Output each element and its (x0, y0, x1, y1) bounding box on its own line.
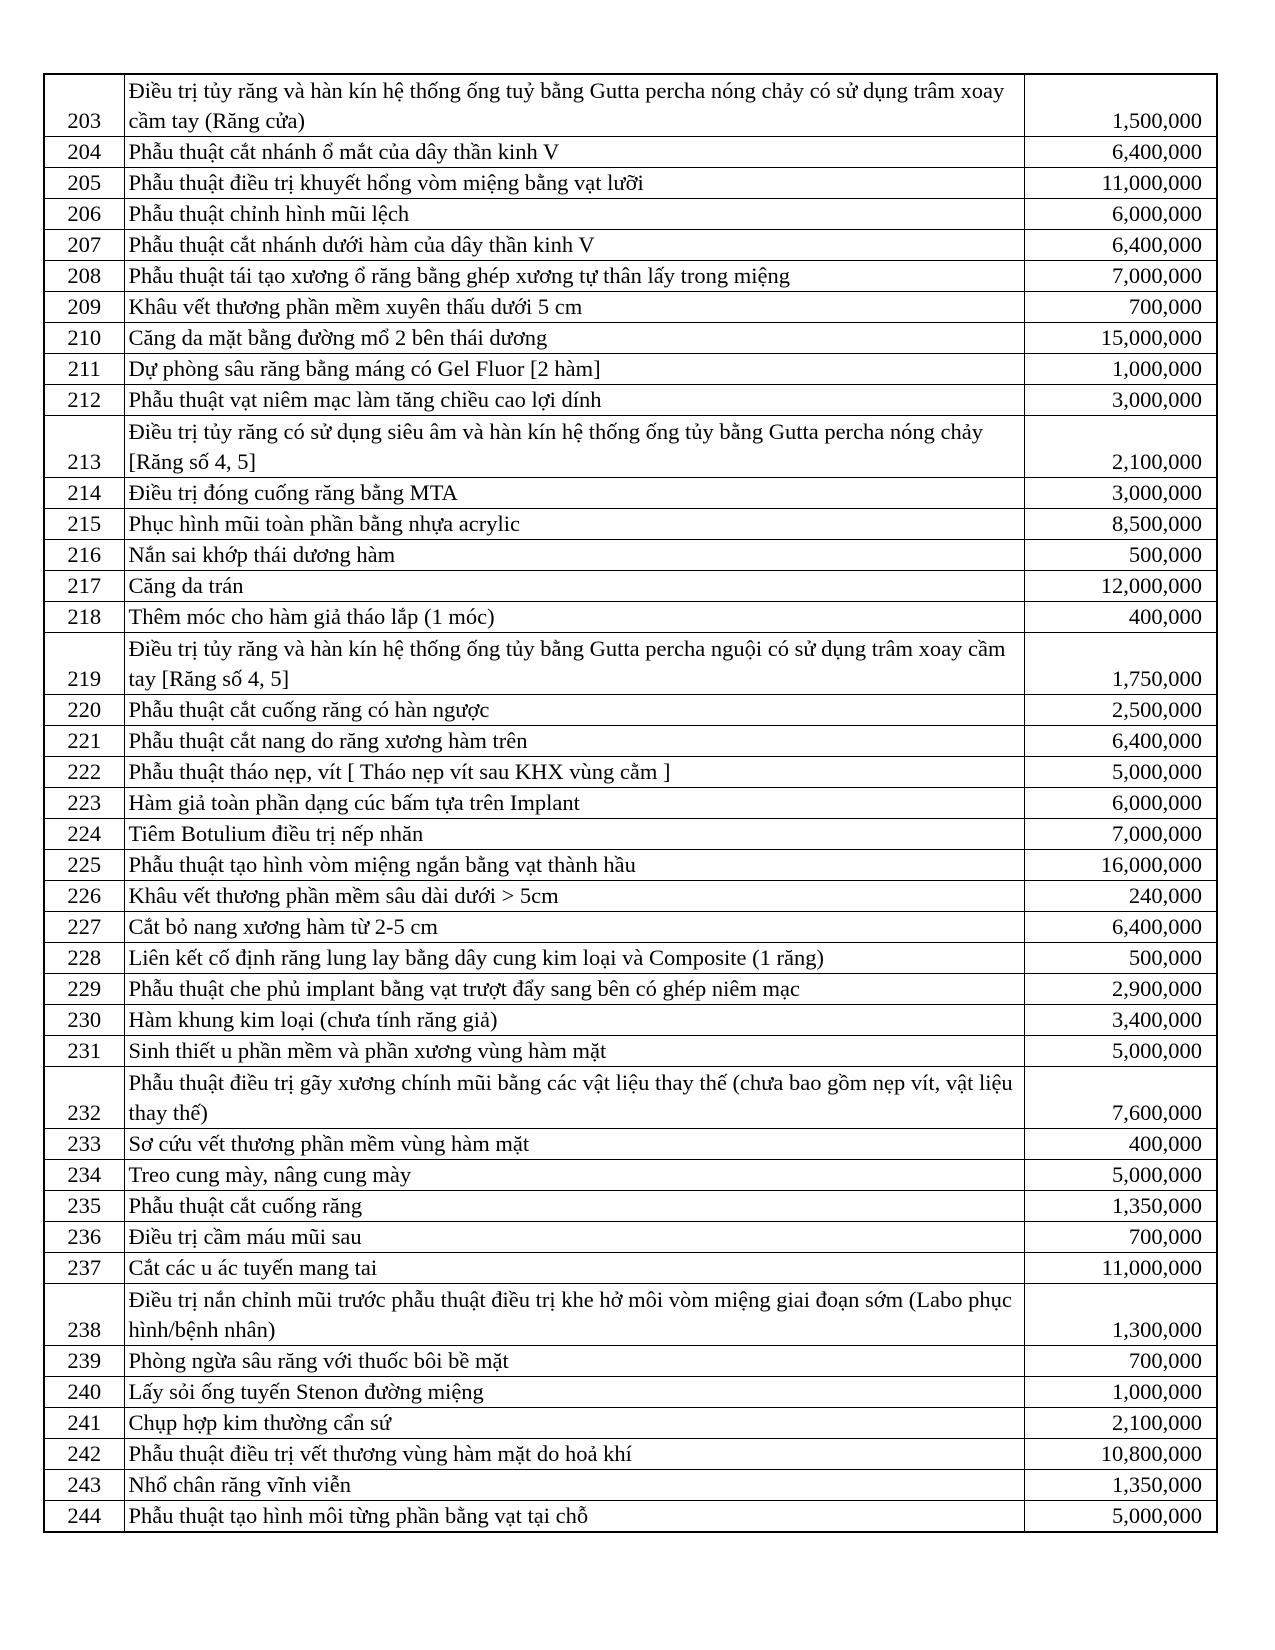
table-row (44, 912, 1217, 943)
price-cell: 6,400,000 (1024, 726, 1217, 757)
service-name-cell: Điều trị nắn chỉnh mũi trước phẫu thuật điều trị khe hở môi vòm miệng giai đoạn sớm (Labo phục hình/bệnh nhân) (124, 1284, 1024, 1346)
table-row (44, 1408, 1217, 1439)
table-row (44, 261, 1217, 292)
table-row (44, 230, 1217, 261)
service-name-cell: Phẫu thuật tháo nẹp, vít [ Tháo nẹp vít sau KHX vùng cằm ] (124, 757, 1024, 788)
row-number-cell: 211 (44, 354, 124, 385)
table-row (44, 1284, 1217, 1346)
row-number-cell: 224 (44, 819, 124, 850)
table-row (44, 74, 1217, 137)
price-cell: 2,100,000 (1024, 416, 1217, 478)
row-number-cell: 218 (44, 602, 124, 633)
price-cell: 400,000 (1024, 602, 1217, 633)
service-name-cell: Nắn sai khớp thái dương hàm (124, 540, 1024, 571)
service-name-cell: Liên kết cố định răng lung lay bằng dây cung kim loại và Composite (1 răng) (124, 943, 1024, 974)
price-cell: 7,000,000 (1024, 819, 1217, 850)
service-name-cell: Điều trị tủy răng và hàn kín hệ thống ống tuỷ bằng Gutta percha nóng chảy có sử dụng trâm xoay cầm tay (Răng cửa) (124, 74, 1024, 137)
service-name-cell: Treo cung mày, nâng cung mày (124, 1160, 1024, 1191)
row-number-cell: 226 (44, 881, 124, 912)
table-row (44, 1222, 1217, 1253)
table-row (44, 1005, 1217, 1036)
row-number-cell: 210 (44, 323, 124, 354)
service-name-cell: Điều trị cầm máu mũi sau (124, 1222, 1024, 1253)
service-name-cell: Phẫu thuật cắt cuống răng có hàn ngược (124, 695, 1024, 726)
row-number-cell: 209 (44, 292, 124, 323)
table-row (44, 1470, 1217, 1501)
table-row (44, 1067, 1217, 1129)
service-name-cell: Phẫu thuật tạo hình môi từng phần bằng vạt tại chỗ (124, 1501, 1024, 1533)
table-row (44, 1036, 1217, 1067)
service-name-cell: Khâu vết thương phần mềm sâu dài dưới > 5cm (124, 881, 1024, 912)
table-row (44, 1129, 1217, 1160)
table-row (44, 354, 1217, 385)
price-cell: 700,000 (1024, 292, 1217, 323)
price-cell: 2,900,000 (1024, 974, 1217, 1005)
row-number-cell: 225 (44, 850, 124, 881)
service-name-cell: Phẫu thuật cắt nang do răng xương hàm trên (124, 726, 1024, 757)
table-row (44, 137, 1217, 168)
row-number-cell: 239 (44, 1346, 124, 1377)
price-cell: 3,400,000 (1024, 1005, 1217, 1036)
service-name-cell: Lấy sỏi ống tuyến Stenon đường miệng (124, 1377, 1024, 1408)
service-name-cell: Cắt bỏ nang xương hàm từ 2-5 cm (124, 912, 1024, 943)
service-name-cell: Phẫu thuật chỉnh hình mũi lệch (124, 199, 1024, 230)
price-cell: 3,000,000 (1024, 385, 1217, 416)
row-number-cell: 217 (44, 571, 124, 602)
row-number-cell: 222 (44, 757, 124, 788)
table-row (44, 168, 1217, 199)
service-name-cell: Sơ cứu vết thương phần mềm vùng hàm mặt (124, 1129, 1024, 1160)
service-name-cell: Căng da trán (124, 571, 1024, 602)
price-cell: 500,000 (1024, 943, 1217, 974)
row-number-cell: 204 (44, 137, 124, 168)
row-number-cell: 234 (44, 1160, 124, 1191)
price-cell: 1,500,000 (1024, 74, 1217, 137)
service-name-cell: Phòng ngừa sâu răng với thuốc bôi bề mặt (124, 1346, 1024, 1377)
row-number-cell: 231 (44, 1036, 124, 1067)
price-cell: 10,800,000 (1024, 1439, 1217, 1470)
row-number-cell: 230 (44, 1005, 124, 1036)
price-cell: 1,350,000 (1024, 1191, 1217, 1222)
service-name-cell: Hàm giả toàn phần dạng cúc bấm tựa trên Implant (124, 788, 1024, 819)
service-name-cell: Phẫu thuật che phủ implant bằng vạt trượt đẩy sang bên có ghép niêm mạc (124, 974, 1024, 1005)
row-number-cell: 212 (44, 385, 124, 416)
service-name-cell: Điều trị tủy răng có sử dụng siêu âm và hàn kín hệ thống ống tủy bằng Gutta percha nóng chảy [Răng số 4, 5] (124, 416, 1024, 478)
table-row (44, 1191, 1217, 1222)
price-table-body (44, 74, 1217, 1532)
table-row (44, 1377, 1217, 1408)
table-row (44, 571, 1217, 602)
row-number-cell: 237 (44, 1253, 124, 1284)
row-number-cell: 215 (44, 509, 124, 540)
row-number-cell: 208 (44, 261, 124, 292)
price-cell: 6,400,000 (1024, 230, 1217, 261)
service-name-cell: Phẫu thuật vạt niêm mạc làm tăng chiều cao lợi dính (124, 385, 1024, 416)
table-row (44, 695, 1217, 726)
row-number-cell: 207 (44, 230, 124, 261)
service-name-cell: Phẫu thuật cắt cuống răng (124, 1191, 1024, 1222)
service-name-cell: Hàm khung kim loại (chưa tính răng giả) (124, 1005, 1024, 1036)
row-number-cell: 236 (44, 1222, 124, 1253)
service-name-cell: Thêm móc cho hàm giả tháo lắp (1 móc) (124, 602, 1024, 633)
service-name-cell: Phẫu thuật điều trị gãy xương chính mũi bằng các vật liệu thay thế (chưa bao gồm nẹp vít, vật liệu thay thế) (124, 1067, 1024, 1129)
price-cell: 400,000 (1024, 1129, 1217, 1160)
row-number-cell: 232 (44, 1067, 124, 1129)
table-row (44, 757, 1217, 788)
table-row (44, 1253, 1217, 1284)
price-cell: 6,400,000 (1024, 912, 1217, 943)
row-number-cell: 214 (44, 478, 124, 509)
row-number-cell: 241 (44, 1408, 124, 1439)
price-table (43, 73, 1218, 1533)
row-number-cell: 221 (44, 726, 124, 757)
price-cell: 700,000 (1024, 1346, 1217, 1377)
row-number-cell: 216 (44, 540, 124, 571)
price-cell: 2,100,000 (1024, 1408, 1217, 1439)
price-cell: 6,000,000 (1024, 788, 1217, 819)
table-row (44, 633, 1217, 695)
row-number-cell: 228 (44, 943, 124, 974)
service-name-cell: Điều trị tủy răng và hàn kín hệ thống ống tủy bằng Gutta percha nguội có sử dụng trâm xoay cầm tay [Răng số 4, 5] (124, 633, 1024, 695)
service-name-cell: Chụp hợp kim thường cẩn sứ (124, 1408, 1024, 1439)
table-row (44, 292, 1217, 323)
price-cell: 15,000,000 (1024, 323, 1217, 354)
table-row (44, 943, 1217, 974)
row-number-cell: 206 (44, 199, 124, 230)
price-cell: 16,000,000 (1024, 850, 1217, 881)
service-name-cell: Tiêm Botulium điều trị nếp nhăn (124, 819, 1024, 850)
row-number-cell: 220 (44, 695, 124, 726)
price-cell: 1,000,000 (1024, 354, 1217, 385)
table-row (44, 199, 1217, 230)
row-number-cell: 233 (44, 1129, 124, 1160)
table-row (44, 974, 1217, 1005)
price-cell: 1,750,000 (1024, 633, 1217, 695)
price-cell: 5,000,000 (1024, 1036, 1217, 1067)
price-cell: 5,000,000 (1024, 1501, 1217, 1533)
service-name-cell: Phẫu thuật tái tạo xương ổ răng bằng ghép xương tự thân lấy trong miệng (124, 261, 1024, 292)
table-row (44, 509, 1217, 540)
table-row (44, 726, 1217, 757)
table-row (44, 819, 1217, 850)
service-name-cell: Phẫu thuật tạo hình vòm miệng ngắn bằng vạt thành hầu (124, 850, 1024, 881)
row-number-cell: 227 (44, 912, 124, 943)
table-row (44, 385, 1217, 416)
row-number-cell: 223 (44, 788, 124, 819)
price-cell: 7,000,000 (1024, 261, 1217, 292)
table-row (44, 323, 1217, 354)
price-cell: 500,000 (1024, 540, 1217, 571)
price-cell: 700,000 (1024, 1222, 1217, 1253)
table-row (44, 416, 1217, 478)
service-name-cell: Cắt các u ác tuyến mang tai (124, 1253, 1024, 1284)
row-number-cell: 213 (44, 416, 124, 478)
price-cell: 5,000,000 (1024, 1160, 1217, 1191)
service-name-cell: Sinh thiết u phần mềm và phần xương vùng hàm mặt (124, 1036, 1024, 1067)
row-number-cell: 205 (44, 168, 124, 199)
price-cell: 12,000,000 (1024, 571, 1217, 602)
service-name-cell: Điều trị đóng cuống răng bằng MTA (124, 478, 1024, 509)
row-number-cell: 229 (44, 974, 124, 1005)
price-cell: 11,000,000 (1024, 168, 1217, 199)
row-number-cell: 235 (44, 1191, 124, 1222)
price-cell: 7,600,000 (1024, 1067, 1217, 1129)
row-number-cell: 203 (44, 74, 124, 137)
service-name-cell: Phẫu thuật cắt nhánh dưới hàm của dây thần kinh V (124, 230, 1024, 261)
service-name-cell: Khâu vết thương phần mềm xuyên thấu dưới 5 cm (124, 292, 1024, 323)
table-row (44, 602, 1217, 633)
table-row (44, 788, 1217, 819)
price-cell: 11,000,000 (1024, 1253, 1217, 1284)
table-row (44, 1439, 1217, 1470)
service-name-cell: Căng da mặt bằng đường mổ 2 bên thái dương (124, 323, 1024, 354)
service-name-cell: Nhổ chân răng vĩnh viễn (124, 1470, 1024, 1501)
price-cell: 3,000,000 (1024, 478, 1217, 509)
row-number-cell: 244 (44, 1501, 124, 1533)
price-cell: 2,500,000 (1024, 695, 1217, 726)
price-cell: 240,000 (1024, 881, 1217, 912)
table-row (44, 850, 1217, 881)
price-cell: 1,350,000 (1024, 1470, 1217, 1501)
table-row (44, 478, 1217, 509)
service-name-cell: Phẫu thuật cắt nhánh ổ mắt của dây thần kinh V (124, 137, 1024, 168)
service-name-cell: Dự phòng sâu răng bằng máng có Gel Fluor [2 hàm] (124, 354, 1024, 385)
table-row (44, 881, 1217, 912)
price-cell: 6,000,000 (1024, 199, 1217, 230)
price-cell: 8,500,000 (1024, 509, 1217, 540)
service-name-cell: Phẫu thuật điều trị khuyết hổng vòm miệng bằng vạt lưỡi (124, 168, 1024, 199)
row-number-cell: 243 (44, 1470, 124, 1501)
price-cell: 6,400,000 (1024, 137, 1217, 168)
service-name-cell: Phục hình mũi toàn phần bằng nhựa acrylic (124, 509, 1024, 540)
price-cell: 1,000,000 (1024, 1377, 1217, 1408)
table-row (44, 540, 1217, 571)
service-name-cell: Phẫu thuật điều trị vết thương vùng hàm mặt do hoả khí (124, 1439, 1024, 1470)
row-number-cell: 242 (44, 1439, 124, 1470)
row-number-cell: 238 (44, 1284, 124, 1346)
row-number-cell: 240 (44, 1377, 124, 1408)
price-cell: 1,300,000 (1024, 1284, 1217, 1346)
table-row (44, 1346, 1217, 1377)
table-row (44, 1160, 1217, 1191)
price-cell: 5,000,000 (1024, 757, 1217, 788)
row-number-cell: 219 (44, 633, 124, 695)
table-row (44, 1501, 1217, 1533)
